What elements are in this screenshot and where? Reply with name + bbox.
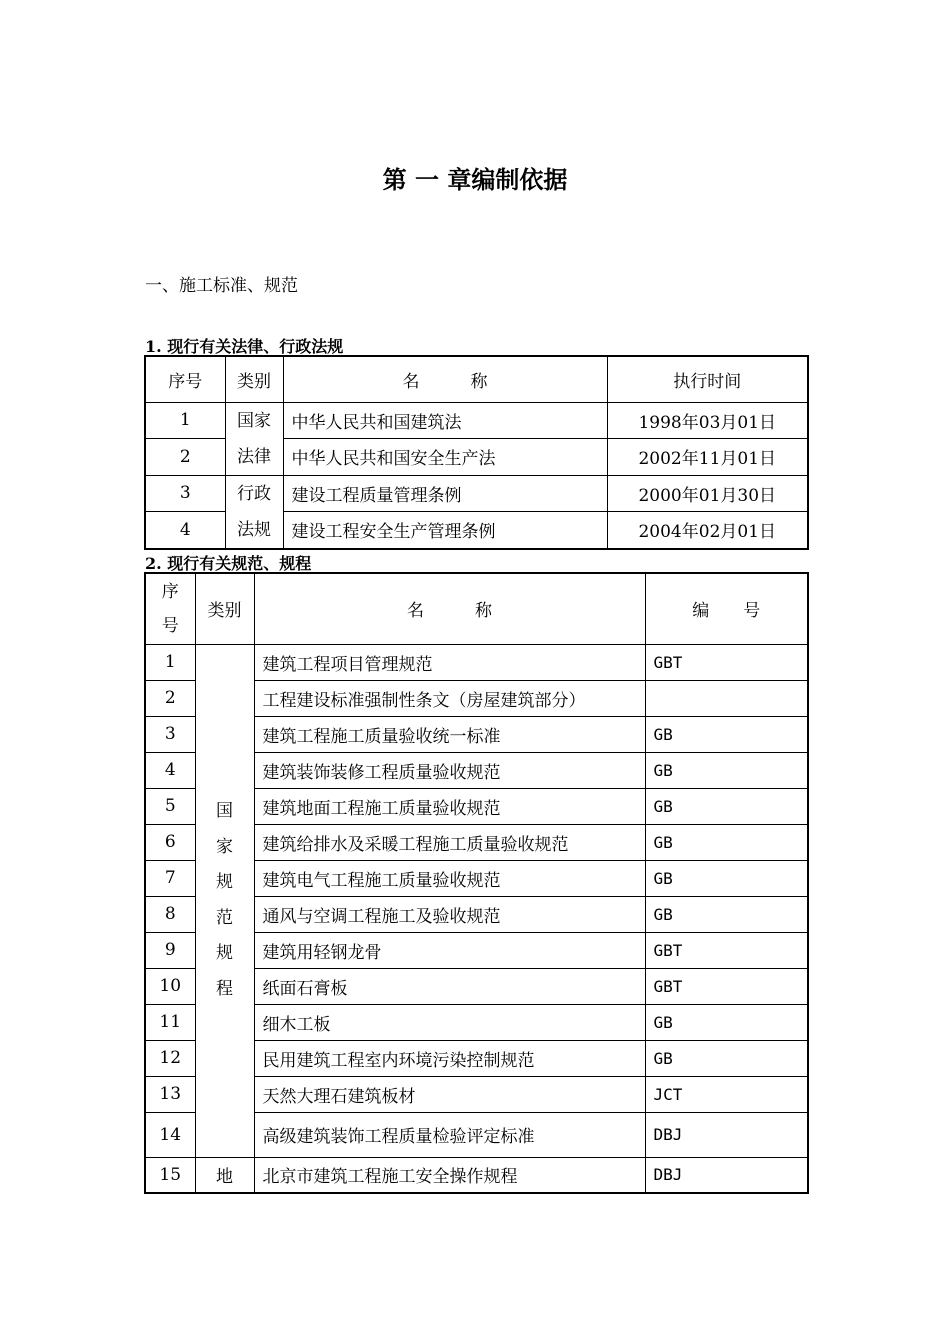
standards-table xyxy=(144,572,809,1194)
row-name: 建设工程安全生产管理条例 xyxy=(283,512,607,549)
category-local-cell: 地 xyxy=(195,1157,254,1193)
row-name: 建筑工程项目管理规范 xyxy=(254,644,645,680)
row-no: 3 xyxy=(145,475,225,512)
row-name: 建筑电气工程施工质量验收规范 xyxy=(254,860,645,896)
header-no-line: 号 xyxy=(161,615,179,636)
category-line: 国家 xyxy=(237,410,271,431)
laws-table xyxy=(144,355,809,550)
row-code xyxy=(645,680,808,716)
row-no: 3 xyxy=(145,716,195,752)
row-code: JCT xyxy=(645,1076,808,1112)
row-name: 建筑给排水及采暖工程施工质量验收规范 xyxy=(254,824,645,860)
part1-heading: 1. 现行有关法律、行政法规 xyxy=(145,337,344,356)
page-title: 第 一 章编制依据 xyxy=(382,166,568,194)
row-name: 工程建设标准强制性条文（房屋建筑部分） xyxy=(254,680,645,716)
row-no: 13 xyxy=(145,1076,195,1112)
header-code: 编 号 xyxy=(645,573,808,644)
row-name: 民用建筑工程室内环境污染控制规范 xyxy=(254,1040,645,1076)
row-code: GB xyxy=(645,860,808,896)
category-national-cell xyxy=(195,644,254,1157)
row-code: GB xyxy=(645,788,808,824)
row-name: 天然大理石建筑板材 xyxy=(254,1076,645,1112)
row-code: GB xyxy=(645,1040,808,1076)
header-name: 名 称 xyxy=(283,356,607,402)
category-char: 国 xyxy=(216,801,233,821)
category-char: 程 xyxy=(216,978,233,999)
category-line: 法规 xyxy=(237,519,271,540)
row-code: DBJ xyxy=(645,1157,808,1193)
row-code: GB xyxy=(645,824,808,860)
header-no xyxy=(145,573,195,644)
header-no-line: 序 xyxy=(161,581,179,602)
row-name: 北京市建筑工程施工安全操作规程 xyxy=(254,1157,645,1193)
row-name: 中华人民共和国建筑法 xyxy=(283,402,607,439)
row-no: 9 xyxy=(145,932,195,968)
row-name: 高级建筑装饰工程质量检验评定标准 xyxy=(254,1112,645,1157)
category-char: 范 xyxy=(216,907,233,928)
header-no: 序号 xyxy=(145,356,225,402)
row-name: 通风与空调工程施工及验收规范 xyxy=(254,896,645,932)
header-category: 类别 xyxy=(195,573,254,644)
row-no: 6 xyxy=(145,824,195,860)
category-char: 规 xyxy=(216,943,233,963)
row-code: GB xyxy=(645,1004,808,1040)
part2-heading: 2. 现行有关规范、规程 xyxy=(145,554,312,573)
row-no: 8 xyxy=(145,896,195,932)
row-name: 纸面石膏板 xyxy=(254,968,645,1004)
row-no: 14 xyxy=(145,1112,195,1157)
header-category: 类别 xyxy=(225,356,283,402)
row-date: 2000年01月30日 xyxy=(607,475,808,512)
row-code: GBT xyxy=(645,932,808,968)
category-char: 规 xyxy=(216,872,233,892)
row-no: 2 xyxy=(145,439,225,476)
row-code: GBT xyxy=(645,644,808,680)
row-name: 建筑地面工程施工质量验收规范 xyxy=(254,788,645,824)
row-no: 11 xyxy=(145,1004,195,1040)
section-heading: 一、施工标准、规范 xyxy=(145,276,298,296)
row-code: GB xyxy=(645,752,808,788)
row-no: 4 xyxy=(145,512,225,549)
row-no: 10 xyxy=(145,968,195,1004)
row-no: 2 xyxy=(145,680,195,716)
row-no: 1 xyxy=(145,644,195,680)
category-char: 家 xyxy=(216,836,233,857)
row-date: 2002年11月01日 xyxy=(607,439,808,476)
row-name: 建设工程质量管理条例 xyxy=(283,475,607,512)
category-cell xyxy=(225,402,283,475)
row-code: GB xyxy=(645,716,808,752)
header-date: 执行时间 xyxy=(607,356,808,402)
row-no: 1 xyxy=(145,402,225,439)
row-date: 2004年02月01日 xyxy=(607,512,808,549)
row-name: 细木工板 xyxy=(254,1004,645,1040)
category-line: 法律 xyxy=(237,446,271,467)
category-line: 行政 xyxy=(237,483,271,504)
row-name: 建筑工程施工质量验收统一标准 xyxy=(254,716,645,752)
category-cell xyxy=(225,475,283,549)
row-no: 7 xyxy=(145,860,195,896)
row-no: 4 xyxy=(145,752,195,788)
row-name: 建筑用轻钢龙骨 xyxy=(254,932,645,968)
row-name: 建筑装饰装修工程质量验收规范 xyxy=(254,752,645,788)
row-name: 中华人民共和国安全生产法 xyxy=(283,439,607,476)
row-code: GBT xyxy=(645,968,808,1004)
row-no: 5 xyxy=(145,788,195,824)
row-no: 12 xyxy=(145,1040,195,1076)
row-code: GB xyxy=(645,896,808,932)
header-name: 名 称 xyxy=(254,573,645,644)
row-date: 1998年03月01日 xyxy=(607,402,808,439)
row-code: DBJ xyxy=(645,1112,808,1157)
row-no: 15 xyxy=(145,1157,195,1193)
